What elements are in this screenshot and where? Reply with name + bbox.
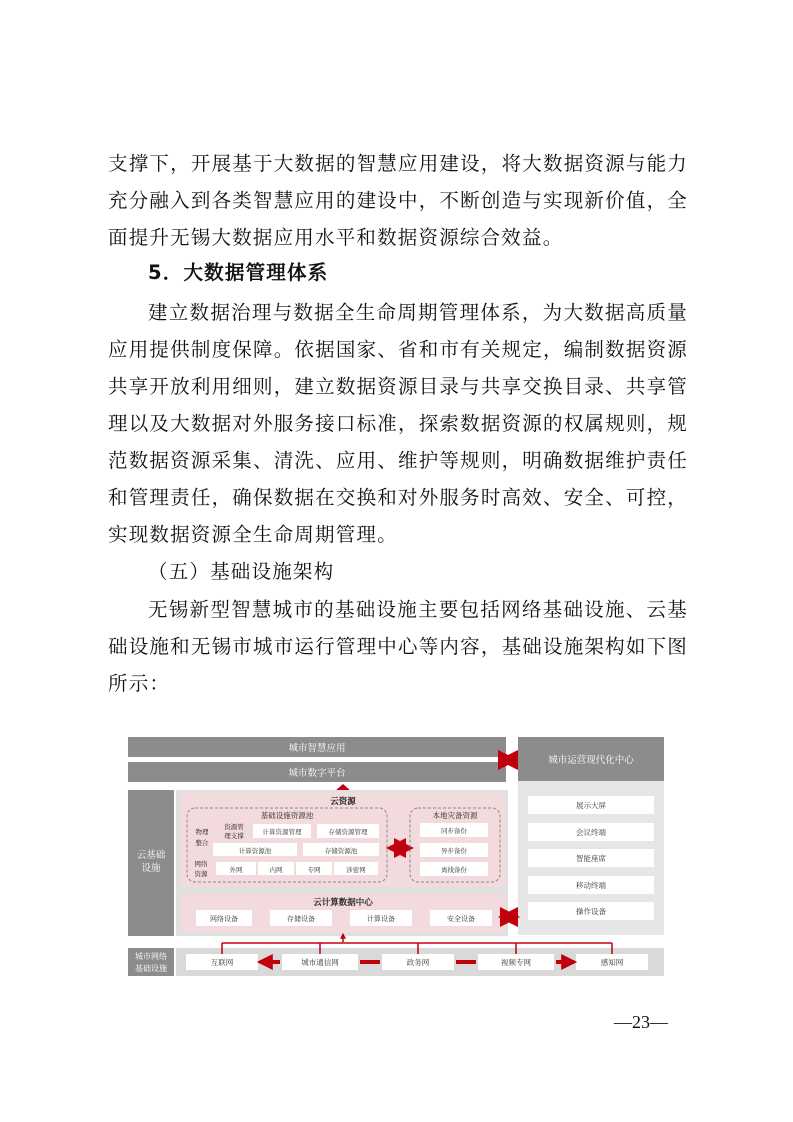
pool-title: 基础设施资源池: [260, 811, 314, 820]
dr-item: 异步备份: [441, 847, 467, 855]
secret-net: 涉密网: [346, 866, 366, 874]
net-res-label: 网络: [194, 860, 208, 868]
section-heading-five: （五）基础设施架构: [148, 560, 335, 583]
network-item: 城市通信网: [301, 958, 339, 967]
dc-item: 存储设备: [287, 915, 315, 923]
phys-label: 物理: [195, 828, 209, 836]
inner-net: 内网: [269, 866, 283, 874]
dc-title: 云计算数据中心: [313, 898, 373, 908]
paragraph-1: 支撑下，开展基于大数据的智慧应用建设，将大数据资源与能力充分融入到各类智慧应用的建设中，不断创造与实现新价值，全面提升无锡大数据应用水平和数据资源综合效益。: [108, 152, 688, 249]
net-infra-label-2: 基础设施: [135, 964, 167, 973]
paragraph-3: 无锡新型智慧城市的基础设施主要包括网络基础设施、云基础设施和无锡市城市运行管理中心等内容，基础设施架构如下图所示：: [108, 598, 688, 695]
ops-item: 操作设备: [576, 907, 606, 916]
dr-title: 本地灾备资源: [432, 811, 478, 820]
compute-mgmt: 计算资源管理: [262, 828, 302, 836]
ops-item: 移动终端: [576, 881, 606, 890]
city-apps-label: 城市智慧应用: [288, 743, 346, 754]
section-heading-5: 5．大数据管理体系: [148, 261, 329, 284]
res-mgmt-label-2: 理支撑: [224, 832, 244, 840]
ops-item: 会议终端: [576, 828, 606, 837]
cloud-resources-title: 云资源: [330, 797, 356, 807]
phys-label-2: 整合: [195, 839, 209, 847]
storage-mgmt: 存储资源管理: [328, 828, 368, 836]
compute-pool: 计算资源池: [238, 847, 272, 855]
storage-pool: 存储资源池: [324, 847, 358, 855]
net-res-label-2: 资源: [194, 870, 208, 878]
ops-center-title: 城市运营现代化中心: [548, 755, 634, 766]
outer-net: 外网: [229, 866, 243, 874]
dc-item: 安全设备: [447, 915, 475, 923]
city-platform-label: 城市数字平台: [288, 768, 346, 779]
network-item: 感知网: [600, 958, 624, 967]
cloud-infra-label-2: 设施: [141, 863, 161, 874]
network-item: 互联网: [210, 958, 234, 967]
ops-item: 智能座席: [576, 854, 606, 863]
dc-item: 计算设备: [367, 915, 395, 923]
res-mgmt-label: 资源管: [224, 823, 244, 831]
net-infra-label: 城市网络: [135, 952, 167, 961]
network-item: 政务网: [406, 958, 430, 967]
private-net: 专网: [307, 866, 321, 874]
page-number: —23—: [614, 1012, 668, 1032]
network-item: 视频专网: [501, 958, 531, 967]
ops-item: 展示大屏: [576, 801, 606, 810]
dr-item: 离线备份: [441, 866, 467, 874]
paragraph-2: 建立数据治理与数据全生命周期管理体系，为大数据高质量应用提供制度保障。依据国家、省和市有关规定，编制数据资源共享开放利用细则，建立数据资源目录与共享交换目录、共享管理以及大数据对外服务接口标准，探索数据资源的权属规则，规范数据资源采集、清洗、应用、维护等规则，明确数据维护责任和管理责任，确保数据在交换和对外服务时高效、安全、可控，实现数据资源全生命周期管理。: [108, 301, 688, 546]
cloud-infra-label: 云基础: [136, 850, 166, 861]
dc-item: 网络设备: [210, 915, 238, 923]
dr-item: 同步备份: [441, 827, 467, 835]
